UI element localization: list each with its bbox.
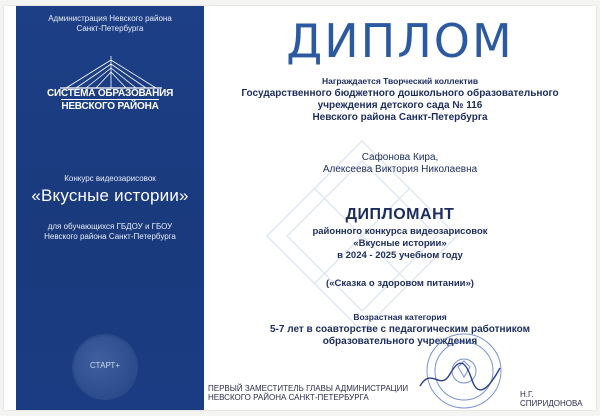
left-panel xyxy=(16,6,204,410)
administration-line-2: Санкт-Петербурга xyxy=(76,24,144,33)
organization-line-3: Невского района Санкт-Петербурга xyxy=(312,112,488,123)
winner-name-1: Сафонова Кира, xyxy=(361,152,439,163)
organization-name xyxy=(204,88,596,124)
contest-info-line-2: «Вкусные истории» xyxy=(353,238,447,249)
contest-label: Конкурс видеозарисовок xyxy=(64,174,156,183)
logo-line-2: НЕВСКОГО РАЙОНА xyxy=(61,101,159,112)
start-badge xyxy=(74,336,136,398)
bridge-logo-icon xyxy=(56,54,166,92)
signatory-position-line-1: ПЕРВЫЙ ЗАМЕСТИТЕЛЬ ГЛАВЫ АДМИНИСТРАЦИИ xyxy=(208,384,409,393)
participants-line-2: Невского района Санкт-Петербурга xyxy=(44,232,176,241)
diplomant-heading: ДИПЛОМАНТ xyxy=(345,206,455,223)
administration-line-1: Администрация Невского района xyxy=(48,14,172,23)
age-category-line-1: 5-7 лет в соавторстве с педагогическим работником xyxy=(270,324,530,335)
diploma-page xyxy=(4,6,596,410)
signatory-position xyxy=(208,384,408,402)
start-badge-label: СТАРТ+ xyxy=(89,361,120,370)
logo-line-1: СИСТЕМА ОБРАЗОВАНИЯ xyxy=(46,88,174,99)
contest-info xyxy=(204,226,596,262)
contest-info-line-3: в 2024 - 2025 учебном году xyxy=(337,250,463,261)
awarded-line: Награждается Творческий коллектив xyxy=(321,76,479,86)
signatory-name: Н.Г. СПИРИДОНОВА xyxy=(520,390,583,408)
administration-header xyxy=(16,14,204,34)
participants-line-1: для обучающихся ГБДОУ и ГБОУ xyxy=(47,222,173,231)
signatory-position-line-2: НЕВСКОГО РАЙОНА САНКТ-ПЕТЕРБУРГА xyxy=(208,393,369,402)
age-category-line-2: образовательного учреждения xyxy=(322,336,478,347)
participants-note xyxy=(26,222,194,242)
diploma-title: ДИПЛОМ xyxy=(286,14,514,68)
winner-names xyxy=(204,152,596,176)
age-category-value xyxy=(204,324,596,348)
signature-icon xyxy=(414,356,504,396)
contest-name: «Вкусные истории» xyxy=(31,186,189,205)
age-category-label: Возрастная категория xyxy=(353,312,447,322)
logo-text xyxy=(26,88,194,112)
contest-info-line-1: районного конкурса видеозарисовок xyxy=(312,226,488,237)
organization-line-2: учреждения детского сада № 116 xyxy=(317,100,483,111)
work-title: («Сказка о здоровом питании») xyxy=(326,278,474,289)
winner-name-2: Алексеева Виктория Николаевна xyxy=(322,164,478,175)
organization-line-1: Государственного бюджетного дошкольного образовательного xyxy=(241,88,559,99)
